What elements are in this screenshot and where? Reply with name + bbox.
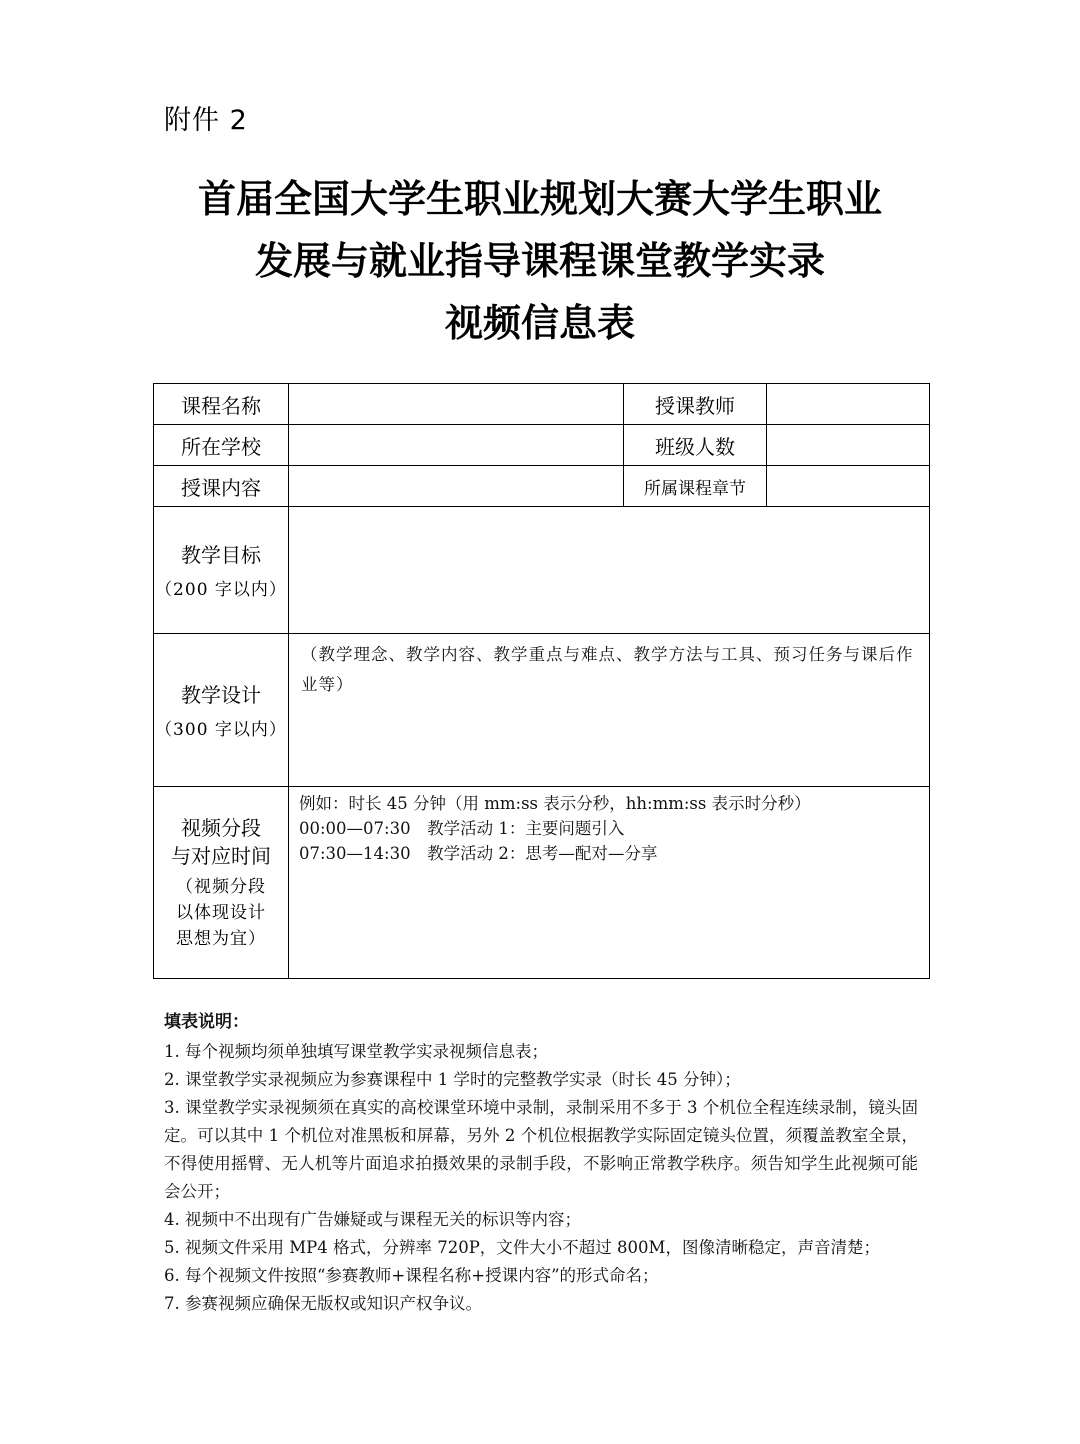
design-label: 教学设计 (181, 682, 261, 707)
course-name-field[interactable] (289, 384, 624, 425)
content-field[interactable] (289, 466, 624, 507)
instruction-item-5: 5. 视频文件采用 MP4 格式，分辨率 720P，文件大小不超过 800M，图像清晰稳定，声音清楚； (164, 1238, 880, 1257)
attachment-label: 附件 2 (164, 105, 248, 136)
school-field[interactable] (289, 425, 624, 466)
class-size-label: 班级人数 (624, 425, 767, 466)
teacher-field[interactable] (767, 384, 930, 425)
segments-note-line-1: （视频分段 (176, 876, 266, 897)
segments-label-line-1: 视频分段 (181, 815, 261, 840)
instruction-item-2: 2. 课堂教学实录视频应为参赛课程中 1 学时的完整教学实录（时长 45 分钟）； (164, 1070, 741, 1089)
instruction-item-1: 1. 每个视频均须单独填写课堂教学实录视频信息表； (164, 1042, 548, 1061)
objectives-field[interactable] (289, 507, 930, 634)
segments-label-cell (154, 787, 289, 979)
objectives-label-cell (154, 507, 289, 634)
segments-label-line-2: 与对应时间 (171, 843, 271, 868)
title-line-1: 首届全国大学生职业规划大赛大学生职业 (197, 177, 882, 221)
title-line-2: 发展与就业指导课程课堂教学实录 (254, 239, 825, 283)
segments-example-row-2: 07:30—14:30 教学活动 2：思考—配对—分享 (299, 844, 658, 863)
document-title (0, 168, 1080, 354)
filling-instructions (164, 1008, 918, 1318)
objectives-limit: （200 字以内） (155, 579, 287, 600)
design-label-cell (154, 634, 289, 787)
class-size-field[interactable] (767, 425, 930, 466)
course-name-label: 课程名称 (154, 384, 289, 425)
title-line-3: 视频信息表 (444, 301, 635, 345)
instruction-item-3: 3. 课堂教学实录视频须在真实的高校课堂环境中录制，录制采用不多于 3 个机位全程连续录制，镜头固定。可以其中 1 个机位对准黑板和屏幕，另外 2 个机位根据教学实际固定镜头位置，须覆盖教室全景，不得使用摇臂、无人机等片面追求拍摄效果的录制手段，不影响正常教学秩序。须告知学生此视频可能会公开； (164, 1098, 918, 1201)
teacher-label: 授课教师 (624, 384, 767, 425)
design-limit: （300 字以内） (155, 719, 287, 740)
content-label: 授课内容 (154, 466, 289, 507)
segments-field[interactable] (289, 787, 930, 979)
design-field[interactable] (289, 634, 930, 787)
school-label: 所在学校 (154, 425, 289, 466)
instruction-item-7: 7. 参赛视频应确保无版权或知识产权争议。 (164, 1294, 482, 1313)
instruction-item-6: 6. 每个视频文件按照“参赛教师+课程名称+授课内容”的形式命名； (164, 1266, 659, 1285)
segments-note (154, 874, 288, 952)
video-info-form (153, 383, 930, 979)
instruction-item-4: 4. 视频中不出现有广告嫌疑或与课程无关的标识等内容； (164, 1210, 581, 1229)
segments-example: 例如：时长 45 分钟（用 mm:ss 表示分秒，hh:mm:ss 表示时分秒） (299, 794, 811, 813)
instructions-title: 填表说明： (164, 1012, 249, 1032)
objectives-label: 教学目标 (181, 542, 261, 567)
segments-example-row-1: 00:00—07:30 教学活动 1：主要问题引入 (299, 819, 625, 838)
chapter-label: 所属课程章节 (624, 466, 767, 507)
design-hint: （教学理念、教学内容、教学重点与难点、教学方法与工具、预习任务与课后作业等） (301, 645, 914, 694)
chapter-field[interactable] (767, 466, 930, 507)
segments-note-line-2: 以体现设计 (176, 902, 266, 923)
segments-note-line-3: 思想为宜） (176, 928, 266, 949)
